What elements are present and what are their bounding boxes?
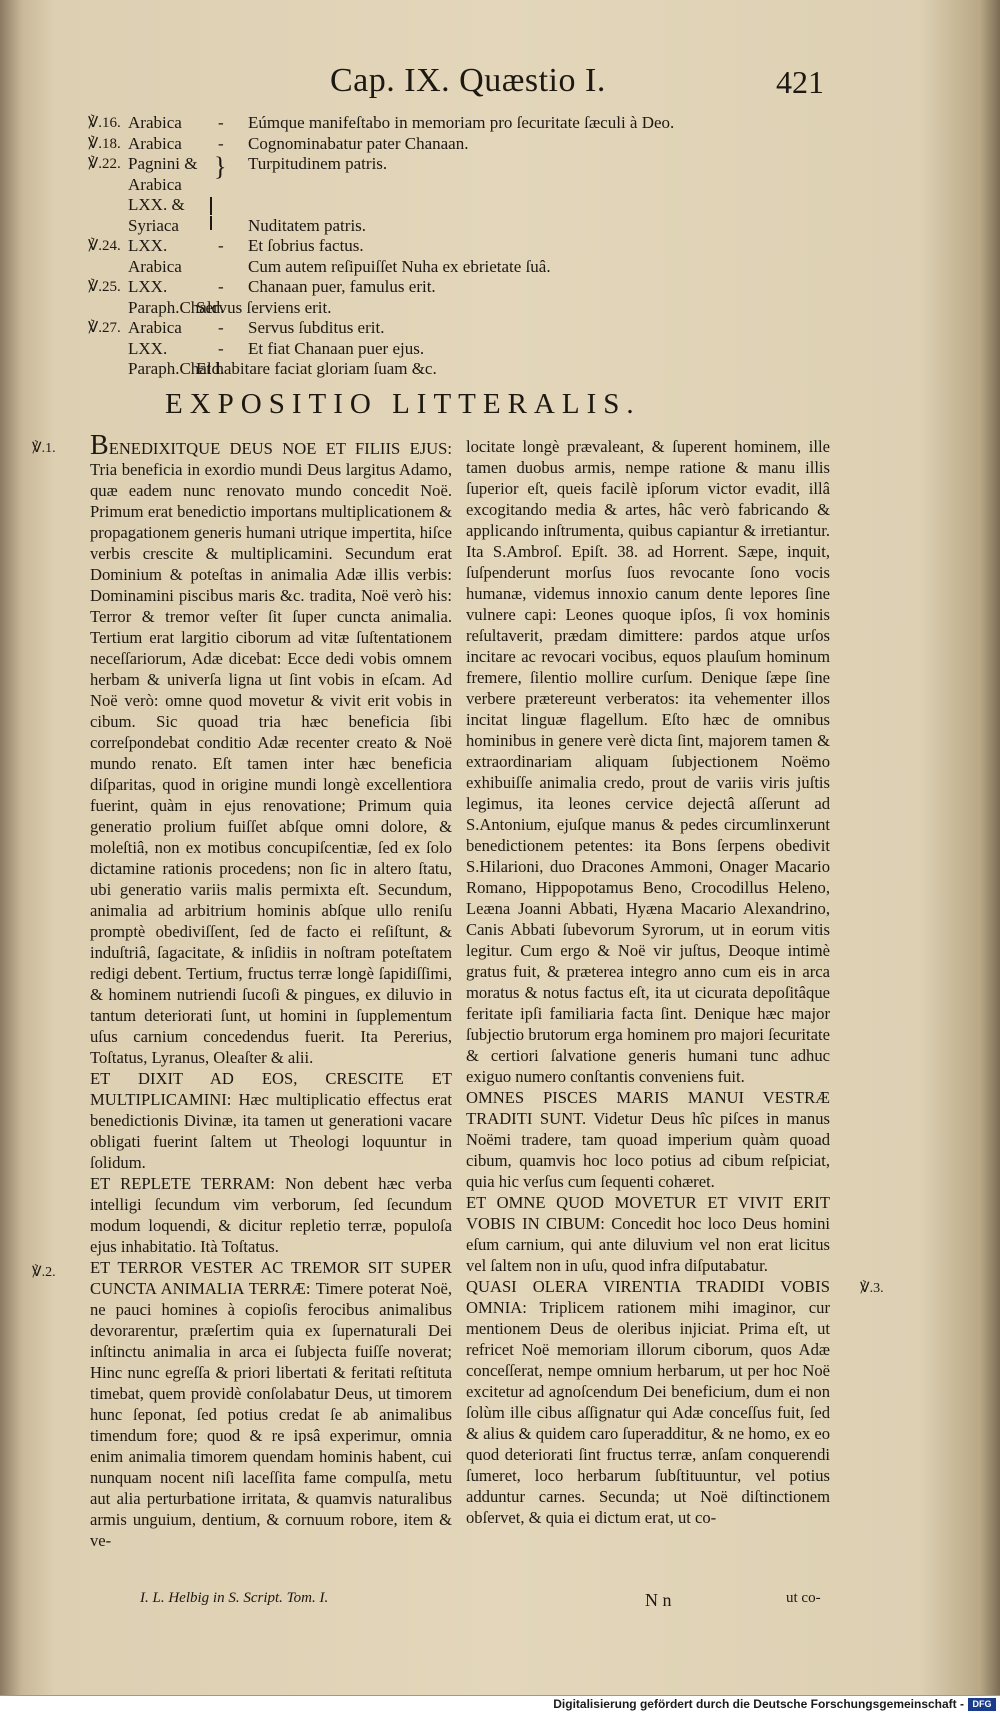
variant-source: Arabica xyxy=(128,133,182,153)
lemma: ET DIXIT AD EOS, CRESCITE ET MULTIPLICAMINI: xyxy=(90,1069,452,1109)
brace-glyph: } xyxy=(214,152,227,181)
page-header xyxy=(0,62,1000,112)
variant-row xyxy=(88,257,788,278)
variant-source: Arabica xyxy=(128,113,182,132)
variant-text: Et habitare faciat gloriam ſuam &c. xyxy=(196,359,437,378)
digitization-footer xyxy=(0,1695,1000,1713)
dash: - xyxy=(218,338,224,358)
variant-row xyxy=(88,339,788,360)
paragraph xyxy=(90,1173,452,1257)
dash: - xyxy=(218,236,224,255)
verse-ref: ℣.25. xyxy=(88,279,121,295)
variant-row xyxy=(88,359,788,380)
footer-credit: Digitalisierung gefördert durch die Deutsche Forschungsgemeinschaft - xyxy=(553,1697,964,1711)
variant-text: Nuditatem patris. xyxy=(248,215,367,235)
variant-row xyxy=(88,277,788,298)
catchword: ut co- xyxy=(786,1590,821,1606)
dash: - xyxy=(218,318,224,337)
paragraph xyxy=(90,1257,452,1551)
bracket-bar xyxy=(210,216,212,230)
variant-row xyxy=(88,134,788,155)
variant-text: Eúmque manifeſtabo in memoriam pro ſecuritate ſæculi à Deo. xyxy=(248,113,675,132)
paragraph xyxy=(466,1276,830,1528)
printer-signature: I. L. Helbig in S. Script. Tom. I. xyxy=(140,1590,329,1606)
paragraph xyxy=(466,436,830,1087)
signature-mark: N n xyxy=(645,1590,672,1610)
variant-source: Syriaca xyxy=(128,215,179,235)
margin-verse-ref: ℣.3. xyxy=(860,1281,884,1296)
bracket-bar xyxy=(210,197,212,215)
variant-text: Chanaan puer, famulus erit. xyxy=(248,277,436,296)
section-title: EXPOSITIO LITTERALIS. xyxy=(165,388,641,420)
variant-source: Paraph.Chald. xyxy=(128,297,225,317)
lemma: ENEDIXITQUE DEUS NOE ET FILIIS EJUS: xyxy=(108,439,452,458)
variant-row xyxy=(88,216,788,237)
paragraph-text: Concedit hoc loco Deus homini eſum carnium, qui ante diluvium vel non erat licitus vel ſaltem non in uſu, quod infra diſputabatur. xyxy=(466,1214,830,1275)
variant-row xyxy=(88,152,788,181)
paragraph-text: Hæc multiplicatio effectus erat benedictionis Divinæ, ita tamen ut generationi vacare obligati fuerint ſaltem ut Theologi loquuntur in ſolidum. xyxy=(90,1090,452,1172)
variant-text: Cum autem reſipuiſſet Nuha ex ebrietate ſuâ. xyxy=(248,256,551,276)
lemma: OMNES PISCES MARIS MANUI VESTRÆ TRADITI SUNT. xyxy=(466,1088,830,1128)
variant-text: Servus ſerviens erit. xyxy=(196,297,332,317)
variant-text: Et fiat Chanaan puer ejus. xyxy=(248,338,425,358)
dfg-logo-icon: DFG xyxy=(968,1698,996,1711)
dash: - xyxy=(218,133,224,153)
running-title: Cap. IX. Quæstio I. xyxy=(330,62,606,99)
variant-text: Turpitudinem patris. xyxy=(248,154,388,173)
paragraph-text: Videtur Deus hîc piſces in manus Noëmi tradere, tam quoad imperium quàm quoad cibum, quamvis hoc loco potius ad cibum reſpiciat, quia hic verſus cum ſequenti cohæret. xyxy=(466,1109,830,1191)
paragraph-text: Non debent hæc verba intelligi ſecundum vim verborum, ſed ſecundum modum loquendi, & dicitur repletio terræ, populoſa ejus inhabitatio. Ità Toſtatus. xyxy=(90,1174,453,1256)
lemma: ET TERROR VESTER AC TREMOR SIT SUPER CUNCTA ANIMALIA TERRÆ: xyxy=(90,1258,452,1298)
drop-initial: B xyxy=(90,430,109,461)
variant-readings-list xyxy=(88,113,788,380)
lemma: QUASI OLERA VIRENTIA TRADIDI VOBIS OMNIA: xyxy=(466,1277,830,1317)
paragraph-text: Triplicem rationem mihi imaginor, cur mentionem Deus de oleribus injiciat. Prima eſt, ut refricet Noë memoriam illorum ciborum, quos Adæ conceſſerat, nempe omnium herbarum, ut per hoc Noë excitetur ad agnoſcendum Dei beneficium, dum ei non ſolùm ille cibus aſſignatur qui Adæ conceſſus fuit, ſed & alius & quidem caro ſuperadditur, & ne homo, ex eo quod deteriorati ſint fructus terræ, anſam conquerendi ſumeret, loco herbarum ſubſtituuntur, vel potius adduntur carnes. Secunda; ut Noë diſtinctionem obſervet, & quia ei dictum erat, ut co- xyxy=(466,1298,830,1527)
left-text-column xyxy=(90,430,453,1551)
paragraph xyxy=(90,1068,452,1173)
paragraph-text: Tria beneficia in exordio mundi Deus largitus Adamo, quæ eadem nunc renovato mundo concedit Noë. Primum erat benedictio importans multiplicationem & propagationem generis humani utrique impertita, hiſce verbis crescite & multiplicamini. Secundum erat Dominium & poteſtas in animalia Adæ illis verbis: Dominamini piscibus maris &c. tradita, Noë verò his: Terror & tremor veſter ſit ſuper cuncta animalia. Tertium erat largitio ciborum ad vitæ ſuſtentationem neceſſariorum, Adæ dicebat: Ecce dedi vobis omnem herbam & univerſa ligna ut ſint vobis in eſcam. Ad Noë verò: omne quod movetur & vivit erit vobis in cibum. Sic quoad tria hæc beneficia ſibi correſpondebat conditio Adæ recenter creato & Noë mundo renato. Eſt tamen inter hæc beneficia diſparitas, quod in origine mundi longè excellentiora fuerint, quàm in ejus renovatione; Primum quia generatio prolium fuiſſet abſque omni dolore, & moleſtiâ, non ex motibus concupiſcentiæ, ſed ex ſolo dictamine rationis procedens; non ſic in altero ſtatu, ubi generatio variis malis permixta eſt. Secundum, animalia ad arbitrium hominis abſque ullo reniſu promptè obediviſſent, ſed de facto ei reſiſtunt, & induſtriâ, ſagacitate, & inſidiis in noſtram poteſtatem redigi debent. Tertium, fructus terræ longè ſapidiſſimi, & hominem nutriendi ſucoſi & pingues, ex diluvio in tantum deteriorati ſunt, ut homini in ſupplementum uſus carnium concedendus fuerit. Ita Pererius, Toſtatus, Lyranus, Oleaſter & alii. xyxy=(90,460,452,1067)
variant-source: Arabica xyxy=(128,256,182,276)
variant-source: LXX. xyxy=(128,338,168,358)
margin-verse-ref: ℣.2. xyxy=(32,1265,56,1280)
variant-row xyxy=(88,318,788,339)
paragraph xyxy=(90,430,452,1068)
lemma: ET OMNE QUOD MOVETUR ET VIVIT ERIT VOBIS IN CIBUM: xyxy=(466,1193,830,1233)
dash: - xyxy=(218,277,224,296)
dash: - xyxy=(218,113,224,132)
verse-ref: ℣.27. xyxy=(88,320,121,336)
paragraph-text: Timere poterat Noë, ne pauci homines à copioſis ferocibus animalibus devorarentur, præſertim quia ex ſupernaturali Dei inſtinctu animalia in arca ei ſubjecta fuiſſe noverat; Hinc nunc egreſſa & priori libertati & feritati reſtituta timebat, quem providè conſolabatur Deus, ut timorem hunc ſeponat, ſed potius credat ſe ab animalibus timendum fore; quod & re ipsâ experimur, omnia enim animalia timorem quendam hominis habent, cui nunquam nocent niſi laceſſita fame compulſa, metu aut alia perturbatione irritata, & quamvis naturalibus armis unguium, dentium, & cornuum robore, item & ve- xyxy=(90,1279,452,1550)
variant-source: LXX. xyxy=(128,236,168,255)
variant-text: Et ſobrius factus. xyxy=(248,236,364,255)
variant-source: LXX. xyxy=(128,277,168,296)
variant-source: LXX. & xyxy=(128,195,185,214)
verse-ref: ℣.18. xyxy=(88,135,121,152)
margin-verse-ref: ℣.1. xyxy=(32,441,56,456)
variant-text: Servus ſubditus erit. xyxy=(248,318,385,337)
variant-row xyxy=(88,175,788,196)
variant-source: Arabica xyxy=(128,318,182,337)
variant-row xyxy=(88,236,788,257)
verse-ref: ℣.24. xyxy=(88,238,121,254)
variant-source: Paraph.Chald. xyxy=(128,359,225,378)
variant-source: Pagnini & xyxy=(128,154,198,173)
verse-ref: ℣.22. xyxy=(88,156,121,172)
right-text-column xyxy=(466,436,830,1528)
page-number: 421 xyxy=(776,64,824,100)
variant-row xyxy=(88,195,788,216)
variant-source: Arabica xyxy=(128,174,182,194)
lemma: ET REPLETE TERRAM: xyxy=(90,1174,275,1193)
paragraph-text: locitate longè prævaleant, & ſuperent hominem, ille tamen duobus armis, nempe ratione & manu illis ſuperior eſt, queis facilè ipſorum victor evadit, illâ excogitando media & artes, hâc verò fabricando & applicando inſtrumenta, quibus capiantur & irretiantur. Ita S.Ambroſ. Epiſt. 38. ad Horrent. Sæpe, inquit, ſuſpenderunt morſus ſuos revocante ſono vocis humanæ, videmus innoxio canum dente lepores ſine vulnere capi: Leones quoque ipſos, ſi vox hominis reſultaverit, prædam dimittere: pardos atque urſos incitare ac revocari vocibus, equos plauſum hominum fremere, ſilentio mollire curſum. Denique ſæpe ſine verbere prætereunt verberatos: ita vehementer illos incitat linguæ flagellum. Eſto hæc de omnibus hominibus in genere verè dicta ſint, majorem tamen & extraordinariam aliquam ſubjectionem Noëmo exhibuiſſe animalia credo, prout de variis viris juſtis legimus, ita leones cervice dejectâ aſſerunt ad S.Antonium, ejuſque manus & pedes circumlinxerunt benedictionem petentes: ita Bons ſerpens obedivit S.Hilarioni, duo Dracones Ammoni, Onager Macario Romano, Hippopotamus Beno, Crocodillus Heleno, Leæna Joanni Abbati, Hyæna Macario Alexandrino, Canis Abbati ſubevorum Syrorum, ut in eorum vitis legitur. Cum ergo & Noë vir juſtus, Deoque intimè gratus fuit, & præterea integro anno cum eis in arca moratus & notus factus eſt, ita ut cicurata depoſitâque feritate ipſi familiaria facta ſint. Denique hæc major ſubjectio brutorum erga hominem pro majori ſecuritate & certiori ſalvatione generis humani tunc adhuc exiguo numero conſtantis conveniens fuit. xyxy=(466,437,830,1086)
variant-row xyxy=(88,113,788,134)
paragraph xyxy=(466,1087,830,1192)
verse-ref: ℣.16. xyxy=(88,115,121,131)
variant-row xyxy=(88,298,788,319)
paragraph xyxy=(466,1192,830,1276)
variant-text: Cognominabatur pater Chanaan. xyxy=(248,133,469,153)
